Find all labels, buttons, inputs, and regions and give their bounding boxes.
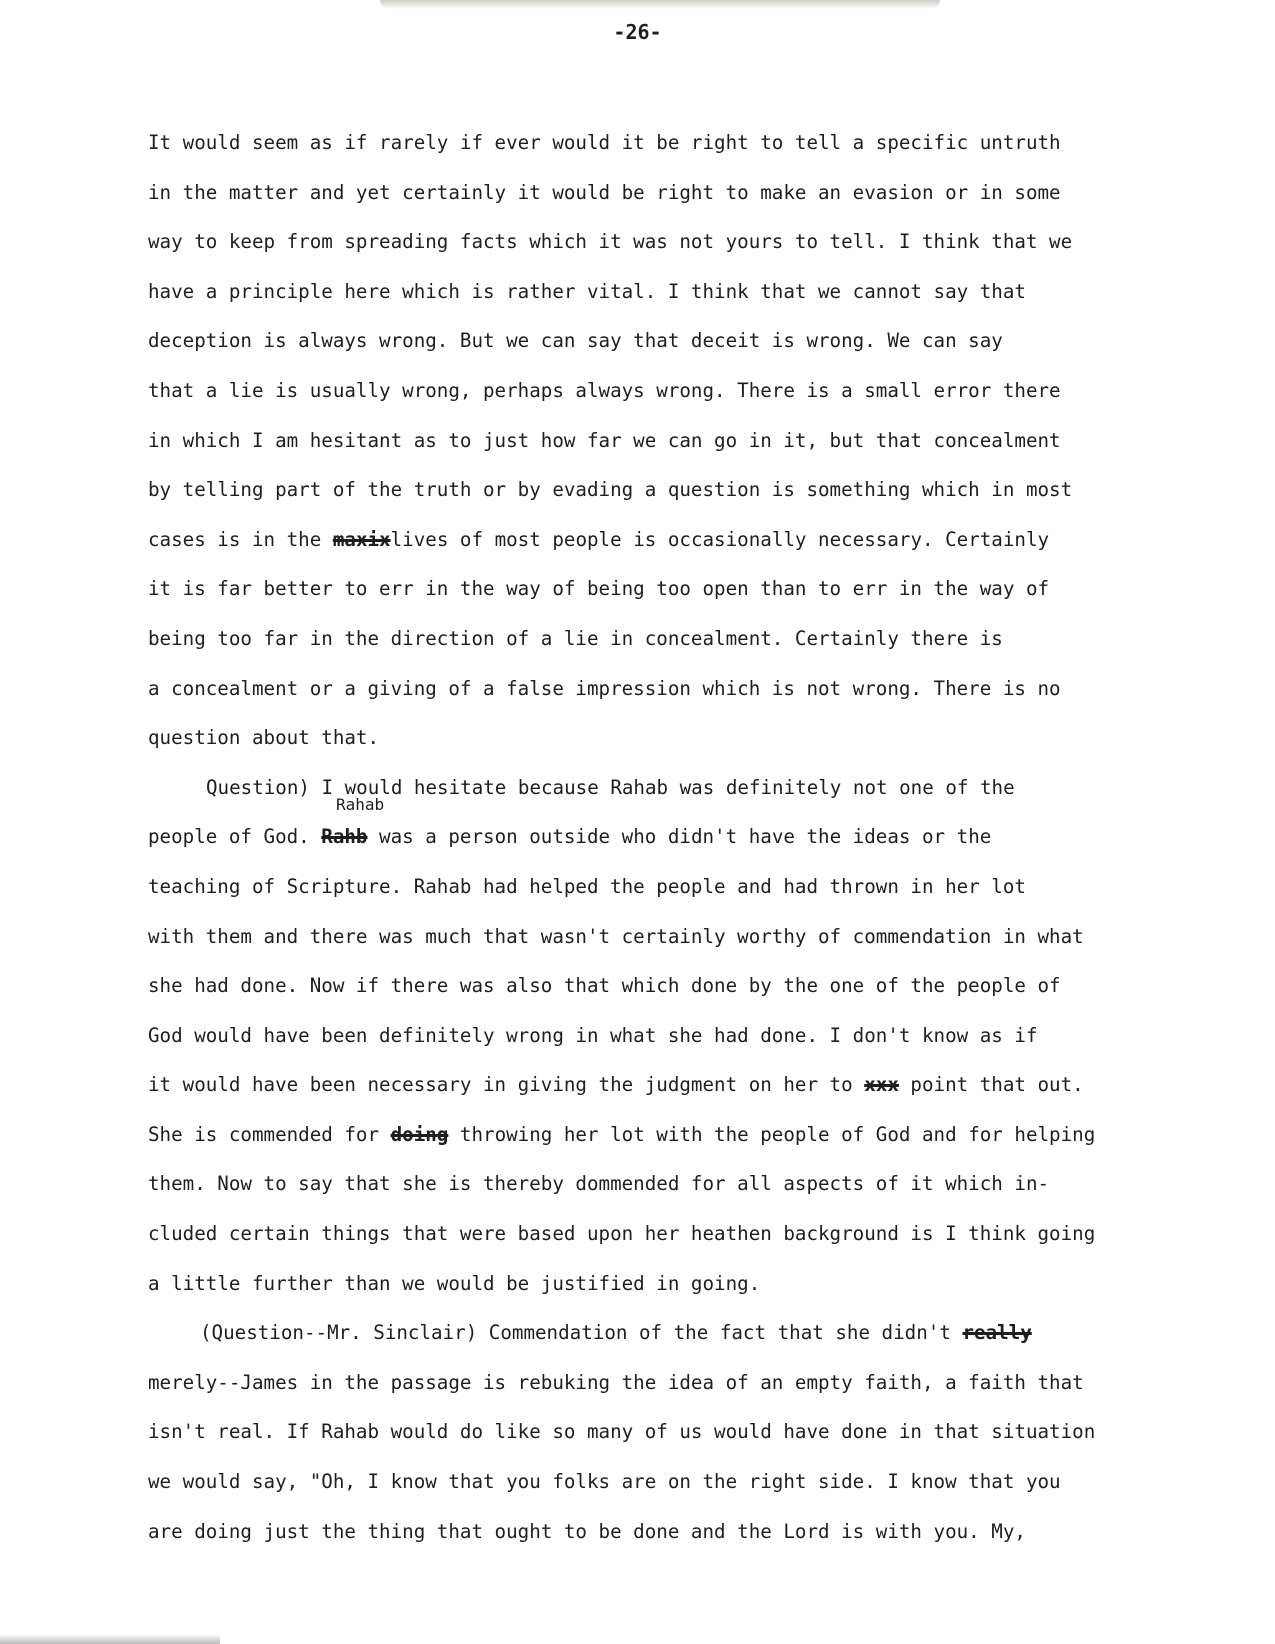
text-line: in the matter and yet certainly it would be right to make an evasion or in some (148, 180, 1061, 204)
text-line: with them and there was much that wasn't certainly worthy of commendation in what (148, 924, 1084, 948)
struck-out-text: maxix (332, 527, 391, 551)
text-line: cases is in the maxixlives of most people is occasionally necessary. Certainly (148, 527, 1050, 551)
text-line: cluded certain things that were based upon her heathen background is I think going (148, 1222, 1096, 1246)
struck-out-text: xxx (864, 1073, 899, 1097)
page-number: -26- (613, 20, 662, 44)
text-line: She is commended for doing throwing her lot with the people of God and for helping (148, 1122, 1096, 1146)
text-line: by telling part of the truth or by evading a question is something which in most (148, 478, 1073, 502)
text-line: a concealment or a giving of a false impression which is not wrong. There is no (148, 676, 1061, 700)
struck-out-text: doing (390, 1122, 449, 1146)
text-line: are doing just the thing that ought to be done and the Lord is with you. My, (148, 1519, 1026, 1543)
text-line: question about that. (148, 726, 380, 750)
interlinear-correction: Rahab (336, 795, 385, 815)
text-line: way to keep from spreading facts which it was not yours to tell. I think that we (148, 230, 1073, 254)
text-line: It would seem as if rarely if ever would it be right to tell a specific untruth (148, 131, 1061, 154)
text-line: God would have been definitely wrong in what she had done. I don't know as if (148, 1023, 1038, 1047)
typewritten-body (148, 118, 1198, 1556)
struck-out-text: Rahb (321, 825, 368, 849)
text-line: merely--James in the passage is rebuking the idea of an empty faith, a faith that (148, 1370, 1084, 1394)
text-line: them. Now to say that she is thereby dommended for all aspects of it which in- (148, 1172, 1050, 1196)
text-line: it is far better to err in the way of being too open than to err in the way of (148, 577, 1050, 601)
text-line: people of God. Rahb was a person outside who didn't have the ideas or the (148, 825, 992, 849)
text-line: it would have been necessary in giving the judgment on her to xxx point that out. (148, 1073, 1084, 1097)
text-line: teaching of Scripture. Rahab had helped the people and had thrown in her lot (148, 874, 1026, 898)
struck-out-text: really (962, 1321, 1032, 1345)
text-line: we would say, "Oh, I know that you folks are on the right side. I know that you (148, 1470, 1061, 1494)
text-line: that a lie is usually wrong, perhaps always wrong. There is a small error there (148, 378, 1061, 402)
scan-smudge-bottom (0, 1634, 220, 1644)
text-line: have a principle here which is rather vital. I think that we cannot say that (148, 279, 1026, 303)
text-line: a little further than we would be justified in going. (148, 1271, 761, 1295)
text-line: she had done. Now if there was also that which done by the one of the people of (148, 974, 1061, 998)
text-line: isn't real. If Rahab would do like so many of us would have done in that situation (148, 1420, 1096, 1444)
text-line: Question) I would hesitate because Rahab was definitely not one of the (206, 775, 1015, 799)
text-line: (Question--Mr. Sinclair) Commendation of the fact that she didn't really (200, 1321, 1032, 1345)
text-line: in which I am hesitant as to just how far we can go in it, but that concealment (148, 428, 1061, 452)
text-line: deception is always wrong. But we can say that deceit is wrong. We can say (148, 329, 1003, 353)
text-line: being too far in the direction of a lie in concealment. Certainly there is (148, 626, 1003, 650)
scan-smudge-top (380, 0, 940, 9)
